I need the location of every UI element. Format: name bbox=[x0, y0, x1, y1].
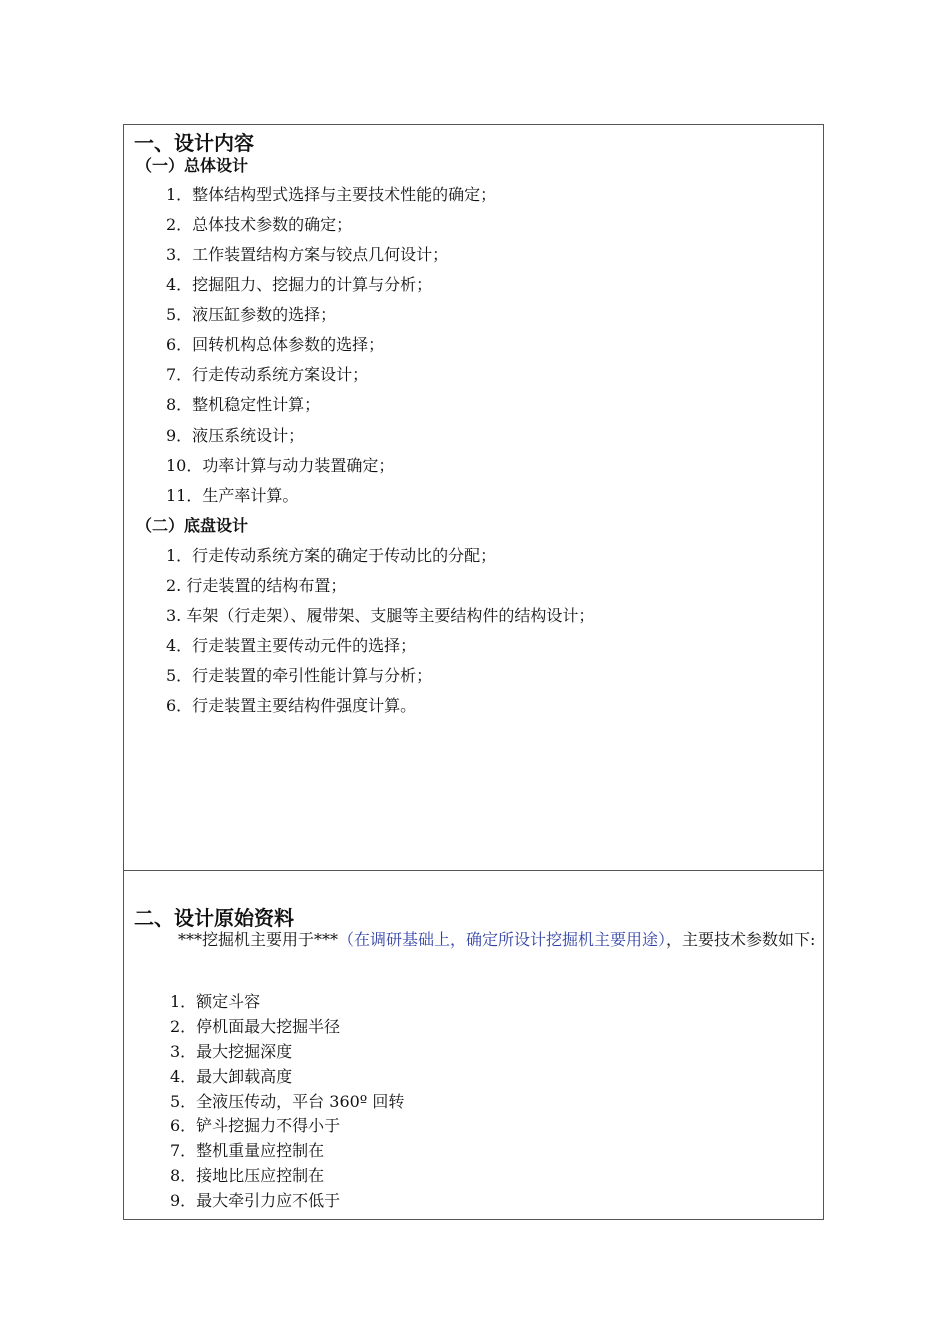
list-item: 3．工作装置结构方案与铰点几何设计； bbox=[166, 245, 449, 264]
list-item: 1．整体结构型式选择与主要技术性能的确定； bbox=[166, 185, 497, 204]
list-item: 8．接地比压应控制在 bbox=[170, 1166, 325, 1185]
list-item: 2．总体技术参数的确定； bbox=[166, 215, 353, 234]
list-item: 4．最大卸载高度 bbox=[170, 1067, 293, 1086]
subsection-overall-title: （一）总体设计 bbox=[136, 156, 249, 175]
intro-note: （在调研基础上，确定所设计挖掘机主要用途） bbox=[338, 930, 667, 949]
list-item: 6．回转机构总体参数的选择； bbox=[166, 335, 385, 354]
list-item: 6．行走装置主要结构件强度计算。 bbox=[166, 696, 417, 715]
list-item: 2．停机面最大挖掘半径 bbox=[170, 1017, 341, 1036]
list-item: 1．额定斗容 bbox=[170, 992, 261, 1011]
intro-text-b: ，主要技术参数如下: bbox=[666, 930, 816, 949]
list-item: 5．全液压传动，平台 360º 回转 bbox=[170, 1092, 405, 1111]
design-source-data-box bbox=[123, 870, 824, 1220]
list-item: 7．行走传动系统方案设计； bbox=[166, 365, 369, 384]
list-item: 1．行走传动系统方案的确定于传动比的分配； bbox=[166, 546, 497, 565]
list-item: 9．液压系统设计； bbox=[166, 426, 305, 445]
intro-text-a: ***挖掘机主要用于*** bbox=[178, 930, 339, 949]
section2-title: 二、设计原始资料 bbox=[134, 906, 294, 930]
list-item: 2. 行走装置的结构布置； bbox=[166, 576, 347, 595]
list-item: 7．整机重量应控制在 bbox=[170, 1141, 325, 1160]
design-content-box bbox=[123, 124, 824, 871]
list-item: 9．最大牵引力应不低于 bbox=[170, 1191, 341, 1210]
list-item: 8．整机稳定性计算； bbox=[166, 395, 321, 414]
list-item: 5．液压缸参数的选择； bbox=[166, 305, 337, 324]
list-item: 3．最大挖掘深度 bbox=[170, 1042, 293, 1061]
section1-title: 一、设计内容 bbox=[134, 131, 254, 155]
list-item: 3. 车架（行走架）、履带架、支腿等主要结构件的结构设计； bbox=[166, 606, 595, 625]
subsection-chassis-title: （二）底盘设计 bbox=[136, 516, 249, 535]
list-item: 10．功率计算与动力装置确定； bbox=[166, 456, 395, 475]
list-item: 11．生产率计算。 bbox=[166, 486, 299, 505]
list-item: 5．行走装置的牵引性能计算与分析； bbox=[166, 666, 433, 685]
list-item: 4．挖掘阻力、挖掘力的计算与分析； bbox=[166, 275, 433, 294]
list-item: 4．行走装置主要传动元件的选择； bbox=[166, 636, 417, 655]
intro-paragraph bbox=[134, 925, 818, 955]
list-item: 6．铲斗挖掘力不得小于 bbox=[170, 1116, 341, 1135]
